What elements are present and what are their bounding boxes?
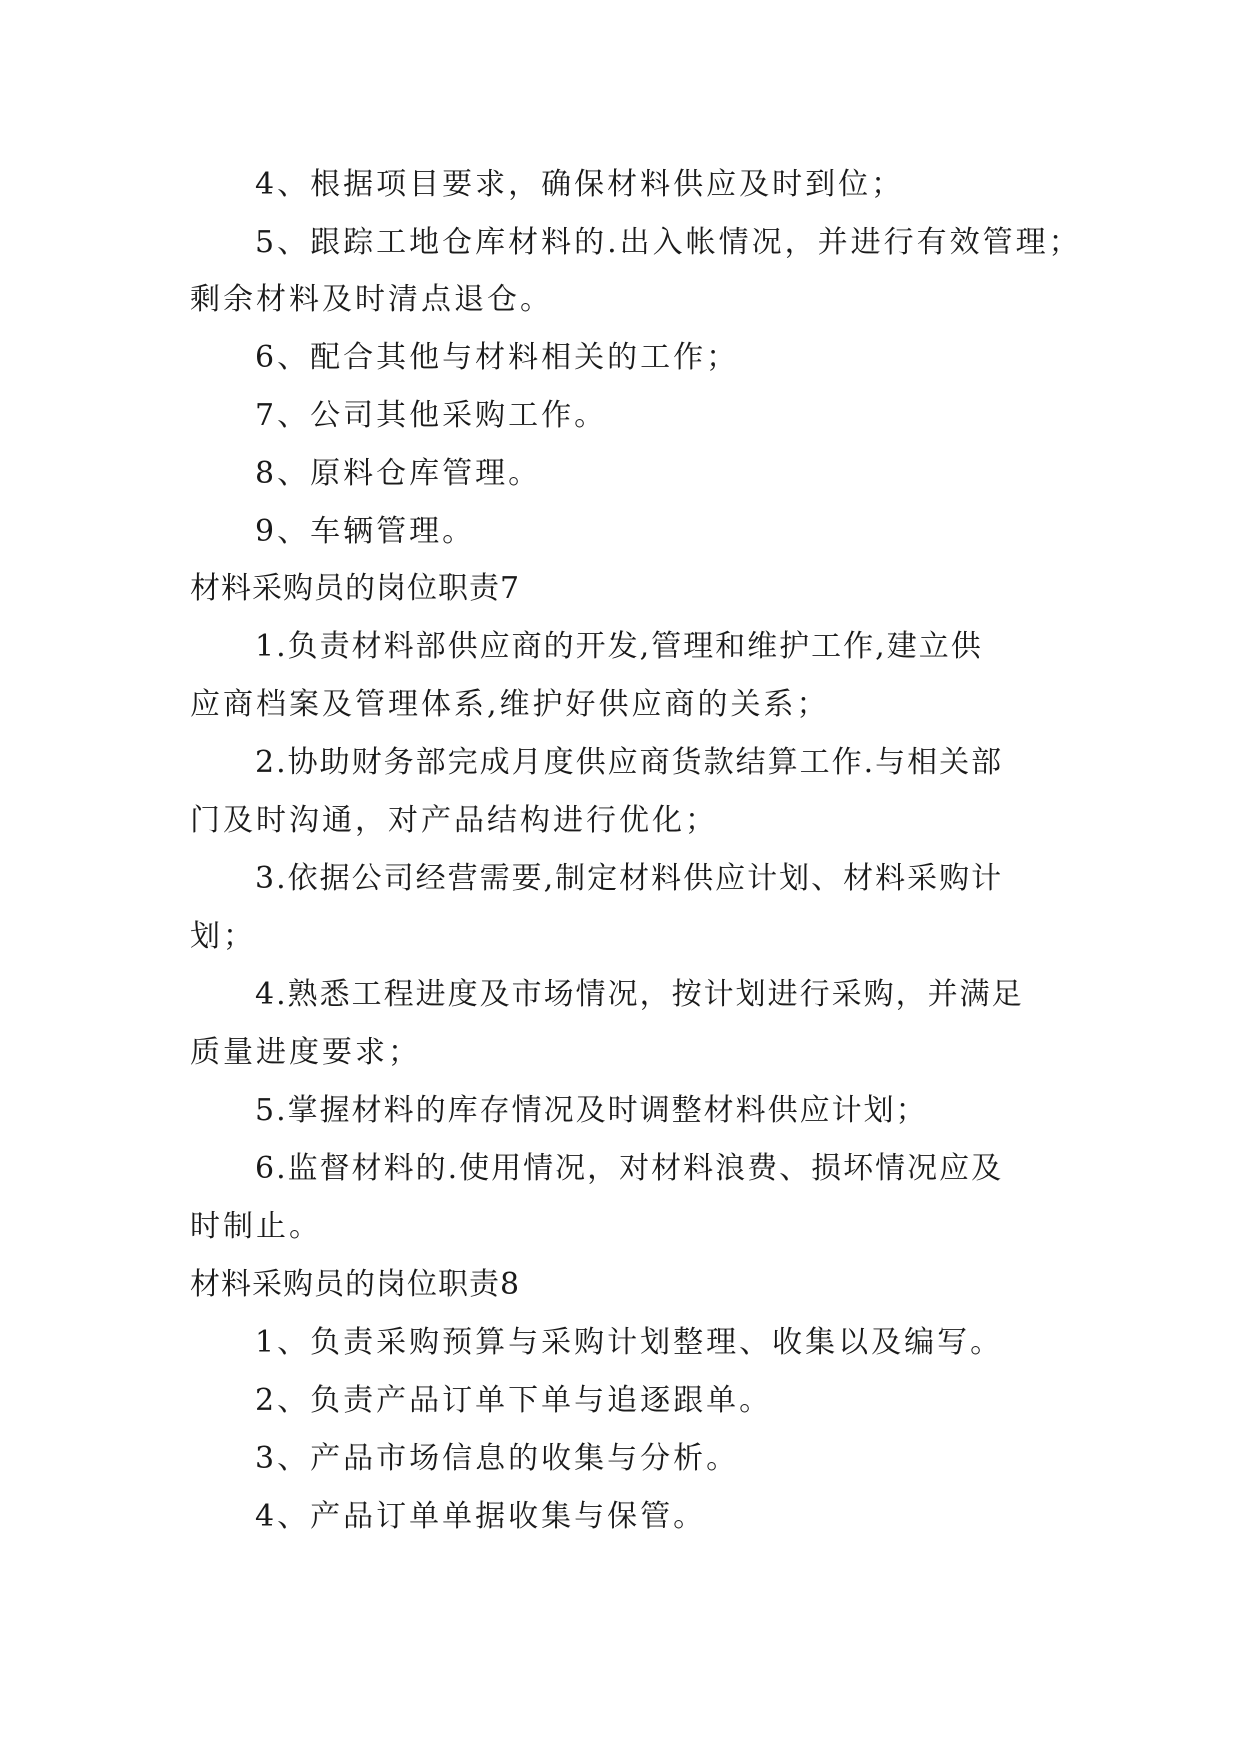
paragraph-line: 7、公司其他采购工作。 bbox=[255, 398, 608, 433]
paragraph-line: 3、产品市场信息的收集与分析。 bbox=[255, 1441, 740, 1476]
paragraph-line: 9、车辆管理。 bbox=[255, 514, 476, 549]
paragraph-line: 时制止。 bbox=[190, 1209, 322, 1244]
paragraph-line: 应商档案及管理体系,维护好供应商的关系； bbox=[190, 687, 830, 722]
paragraph-line: 划； bbox=[190, 919, 256, 954]
section-heading: 材料采购员的岗位职责8 bbox=[190, 1267, 521, 1302]
paragraph-line: 2、负责产品订单下单与追逐跟单。 bbox=[255, 1383, 773, 1418]
section-heading: 材料采购员的岗位职责7 bbox=[190, 571, 521, 606]
paragraph-line: 4、根据项目要求，确保材料供应及时到位； bbox=[255, 167, 905, 202]
paragraph-line: 质量进度要求； bbox=[190, 1035, 421, 1070]
paragraph-line: 1.负责材料部供应商的开发,管理和维护工作,建立供 bbox=[255, 629, 983, 664]
paragraph-line: 8、原料仓库管理。 bbox=[255, 456, 542, 491]
paragraph-line: 4.熟悉工程进度及市场情况，按计划进行采购，并满足 bbox=[255, 977, 1024, 1012]
paragraph-line: 5.掌握材料的库存情况及时调整材料供应计划； bbox=[255, 1093, 928, 1128]
paragraph-line: 6.监督材料的.使用情况，对材料浪费、损坏情况应及 bbox=[255, 1151, 1004, 1186]
paragraph-line: 门及时沟通，对产品结构进行优化； bbox=[190, 803, 718, 838]
paragraph-line: 2.协助财务部完成月度供应商货款结算工作.与相关部 bbox=[255, 745, 1004, 780]
paragraph-line: 5、跟踪工地仓库材料的.出入帐情况，并进行有效管理； bbox=[255, 225, 1082, 260]
paragraph-line: 4、产品订单单据收集与保管。 bbox=[255, 1499, 707, 1534]
paragraph-line: 1、负责采购预算与采购计划整理、收集以及编写。 bbox=[255, 1325, 1004, 1360]
paragraph-line: 3.依据公司经营需要,制定材料供应计划、材料采购计 bbox=[255, 861, 1004, 896]
paragraph-line: 剩余材料及时清点退仓。 bbox=[190, 282, 553, 317]
paragraph-line: 6、配合其他与材料相关的工作； bbox=[255, 340, 740, 375]
